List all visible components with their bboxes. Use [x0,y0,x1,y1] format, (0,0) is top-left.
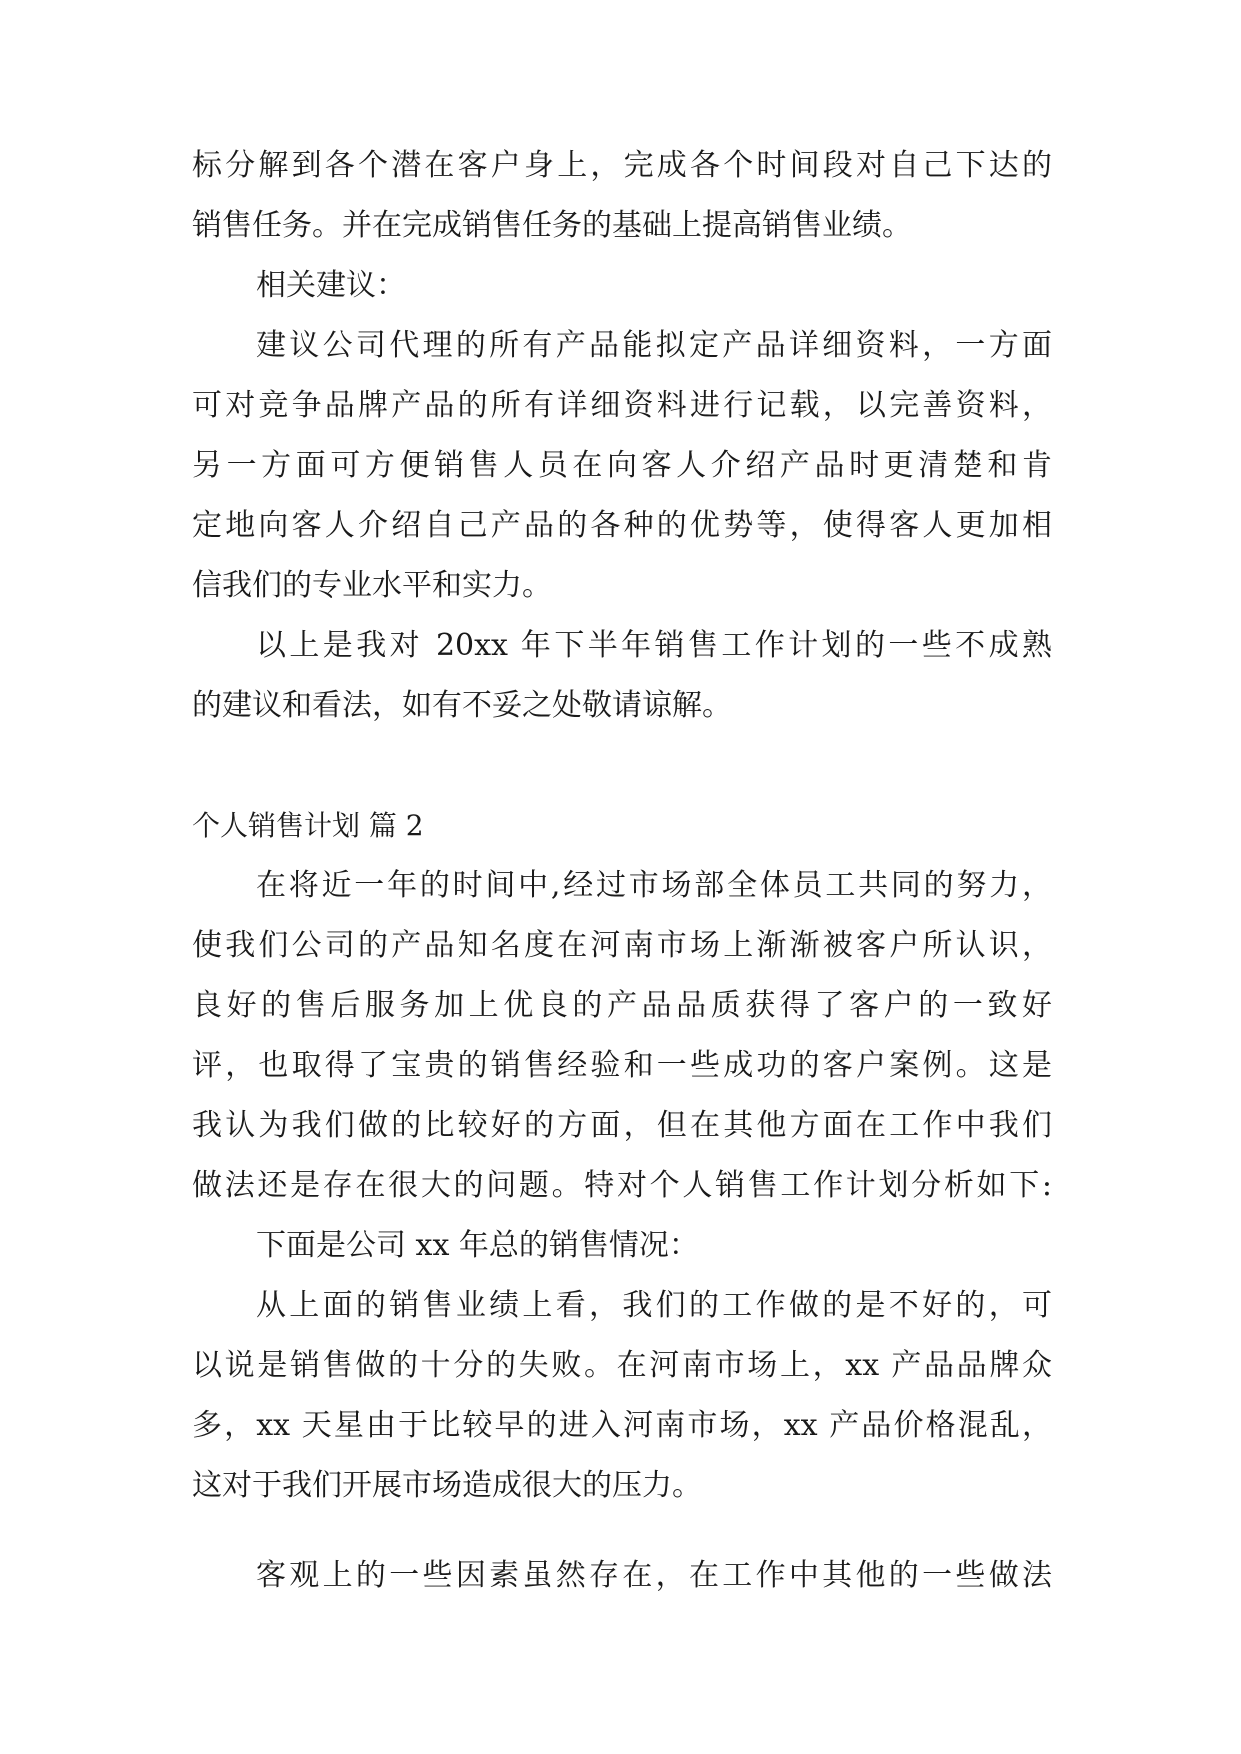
text-line: 这对于我们开展市场造成很大的压力。 [192,1468,702,1503]
text-line: 定地向客人介绍自己产品的各种的优势等，使得客人更加相 [192,508,1052,543]
text-line: 以说是销售做的十分的失败。在河南市场上，xx 产品品牌众 [192,1348,1052,1383]
text-line: 在将近一年的时间中,经过市场部全体员工共同的努力， [256,868,1052,903]
text-line: 销售任务。并在完成销售任务的基础上提高销售业绩。 [192,208,912,243]
text-line: 下面是公司 xx 年总的销售情况： [256,1228,699,1263]
text-line: 良好的售后服务加上优良的产品品质获得了客户的一致好 [192,988,1052,1023]
text-line: 客观上的一些因素虽然存在，在工作中其他的一些做法 [256,1558,1052,1593]
text-line: 以上是我对 20xx 年下半年销售工作计划的一些不成熟 [256,628,1052,663]
text-line: 的建议和看法，如有不妥之处敬请谅解。 [192,688,732,723]
text-line: 多，xx 天星由于比较早的进入河南市场，xx 产品价格混乱， [192,1408,1052,1443]
text-line: 评，也取得了宝贵的销售经验和一些成功的客户案例。这是 [192,1048,1052,1083]
text-line: 信我们的专业水平和实力。 [192,568,552,603]
text-line: 我认为我们做的比较好的方面，但在其他方面在工作中我们 [192,1108,1052,1143]
text-line: 可对竞争品牌产品的所有详细资料进行记载，以完善资料， [192,388,1052,423]
text-line: 从上面的销售业绩上看，我们的工作做的是不好的，可 [256,1288,1052,1323]
section-heading: 个人销售计划 篇 2 [192,809,424,842]
text-line: 使我们公司的产品知名度在河南市场上渐渐被客户所认识， [192,928,1052,963]
text-line: 标分解到各个潜在客户身上，完成各个时间段对自己下达的 [192,148,1052,183]
text-line: 建议公司代理的所有产品能拟定产品详细资料，一方面 [256,328,1052,363]
section-label: 相关建议： [256,268,406,303]
text-line: 做法还是存在很大的问题。特对个人销售工作计划分析如下: [192,1168,1052,1203]
text-line: 另一方面可方便销售人员在向客人介绍产品时更清楚和肯 [192,448,1052,483]
